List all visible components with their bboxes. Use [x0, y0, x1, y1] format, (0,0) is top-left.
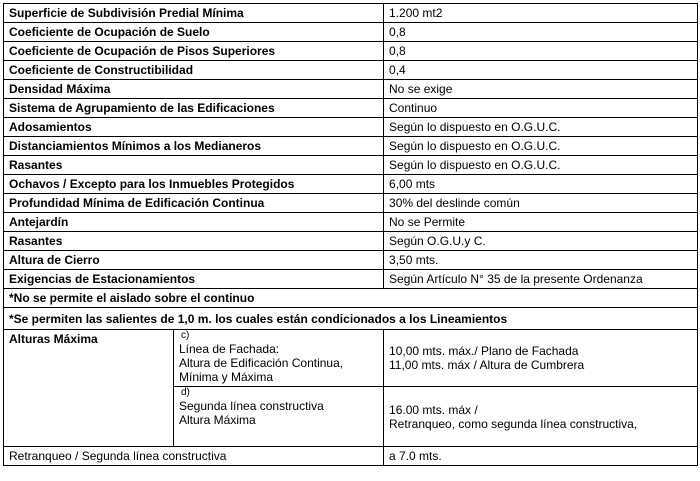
row-value: 0,4 [384, 61, 698, 80]
alturas-c-desc-line: Línea de Fachada: [179, 342, 280, 356]
note-row [4, 308, 698, 330]
note-salientes: *Se permiten las salientes de 1,0 m. los cuales están condicionados a los Lineamientos [4, 308, 698, 330]
alturas-d-letter: d) [181, 387, 190, 398]
row-value: Según lo dispuesto en O.G.U.C. [384, 137, 698, 156]
table-row [4, 251, 698, 270]
retranqueo-label: Retranqueo / Segunda línea constructiva [4, 447, 384, 466]
row-label: Coeficiente de Ocupación de Pisos Superiores [4, 42, 384, 61]
table-row [4, 4, 698, 23]
row-value: Según Artículo N° 35 de la presente Ordenanza [384, 270, 698, 289]
table-row [4, 118, 698, 137]
alturas-c-desc-line: Altura de Edificación Continua, [179, 356, 344, 370]
row-value: No se Permite [384, 213, 698, 232]
row-value: 3,50 mts. [384, 251, 698, 270]
table-row [4, 99, 698, 118]
table-row [4, 42, 698, 61]
row-value: No se exige [384, 80, 698, 99]
retranqueo-value: a 7.0 mts. [384, 447, 698, 466]
norms-table [3, 3, 698, 466]
row-label: Antejardín [4, 213, 384, 232]
row-label: Rasantes [4, 156, 384, 175]
table-row [4, 194, 698, 213]
row-value: Continuo [384, 99, 698, 118]
row-value: 30% del deslinde común [384, 194, 698, 213]
alturas-d-desc [174, 387, 384, 447]
alturas-d-desc-line: Segunda línea constructiva [179, 399, 324, 413]
row-label: Exigencias de Estacionamientos [4, 270, 384, 289]
table-row [4, 137, 698, 156]
table-row [4, 232, 698, 251]
row-value: 0,8 [384, 23, 698, 42]
table-row [4, 80, 698, 99]
row-label: Densidad Máxima [4, 80, 384, 99]
alturas-c-value-line: 11,00 mts. máx / Altura de Cumbrera [389, 358, 585, 372]
row-value: 0,8 [384, 42, 698, 61]
table-row [4, 23, 698, 42]
alturas-c-values [384, 330, 698, 387]
row-value: 1.200 mt2 [384, 4, 698, 23]
alturas-label: Alturas Máxima [4, 330, 174, 447]
alturas-d-value-line: Retranqueo, como segunda línea constructiva, [389, 416, 638, 431]
row-value: Según lo dispuesto en O.G.U.C. [384, 156, 698, 175]
table-row [4, 175, 698, 194]
table-row [4, 61, 698, 80]
row-label: Rasantes [4, 232, 384, 251]
table-row [4, 213, 698, 232]
alturas-c-desc-line: Mínima y Máxima [179, 370, 274, 384]
row-label: Distanciamientos Mínimos a los Medianeros [4, 137, 384, 156]
alturas-d-values [384, 387, 698, 447]
row-label: Ochavos / Excepto para los Inmuebles Protegidos [4, 175, 384, 194]
row-label: Superficie de Subdivisión Predial Mínima [4, 4, 384, 23]
note-row [4, 289, 698, 308]
alturas-row-c [4, 330, 698, 387]
alturas-d-value-line: 16.00 mts. máx / [389, 402, 478, 417]
alturas-c-value-line: 10,00 mts. máx./ Plano de Fachada [389, 344, 579, 358]
alturas-c-desc [174, 330, 384, 387]
row-value: 6,00 mts [384, 175, 698, 194]
row-value: Según lo dispuesto en O.G.U.C. [384, 118, 698, 137]
table-row [4, 270, 698, 289]
row-label: Adosamientos [4, 118, 384, 137]
alturas-d-desc-line: Altura Máxima [179, 413, 256, 427]
row-label: Altura de Cierro [4, 251, 384, 270]
row-value: Según O.G.U.y C. [384, 232, 698, 251]
row-label: Profundidad Mínima de Edificación Continua [4, 194, 384, 213]
row-label: Coeficiente de Ocupación de Suelo [4, 23, 384, 42]
alturas-c-letter: c) [181, 330, 190, 341]
row-label: Sistema de Agrupamiento de las Edificaciones [4, 99, 384, 118]
note-aislado: *No se permite el aislado sobre el continuo [4, 289, 698, 308]
table-row [4, 156, 698, 175]
row-label: Coeficiente de Constructibilidad [4, 61, 384, 80]
retranqueo-row [4, 447, 698, 466]
